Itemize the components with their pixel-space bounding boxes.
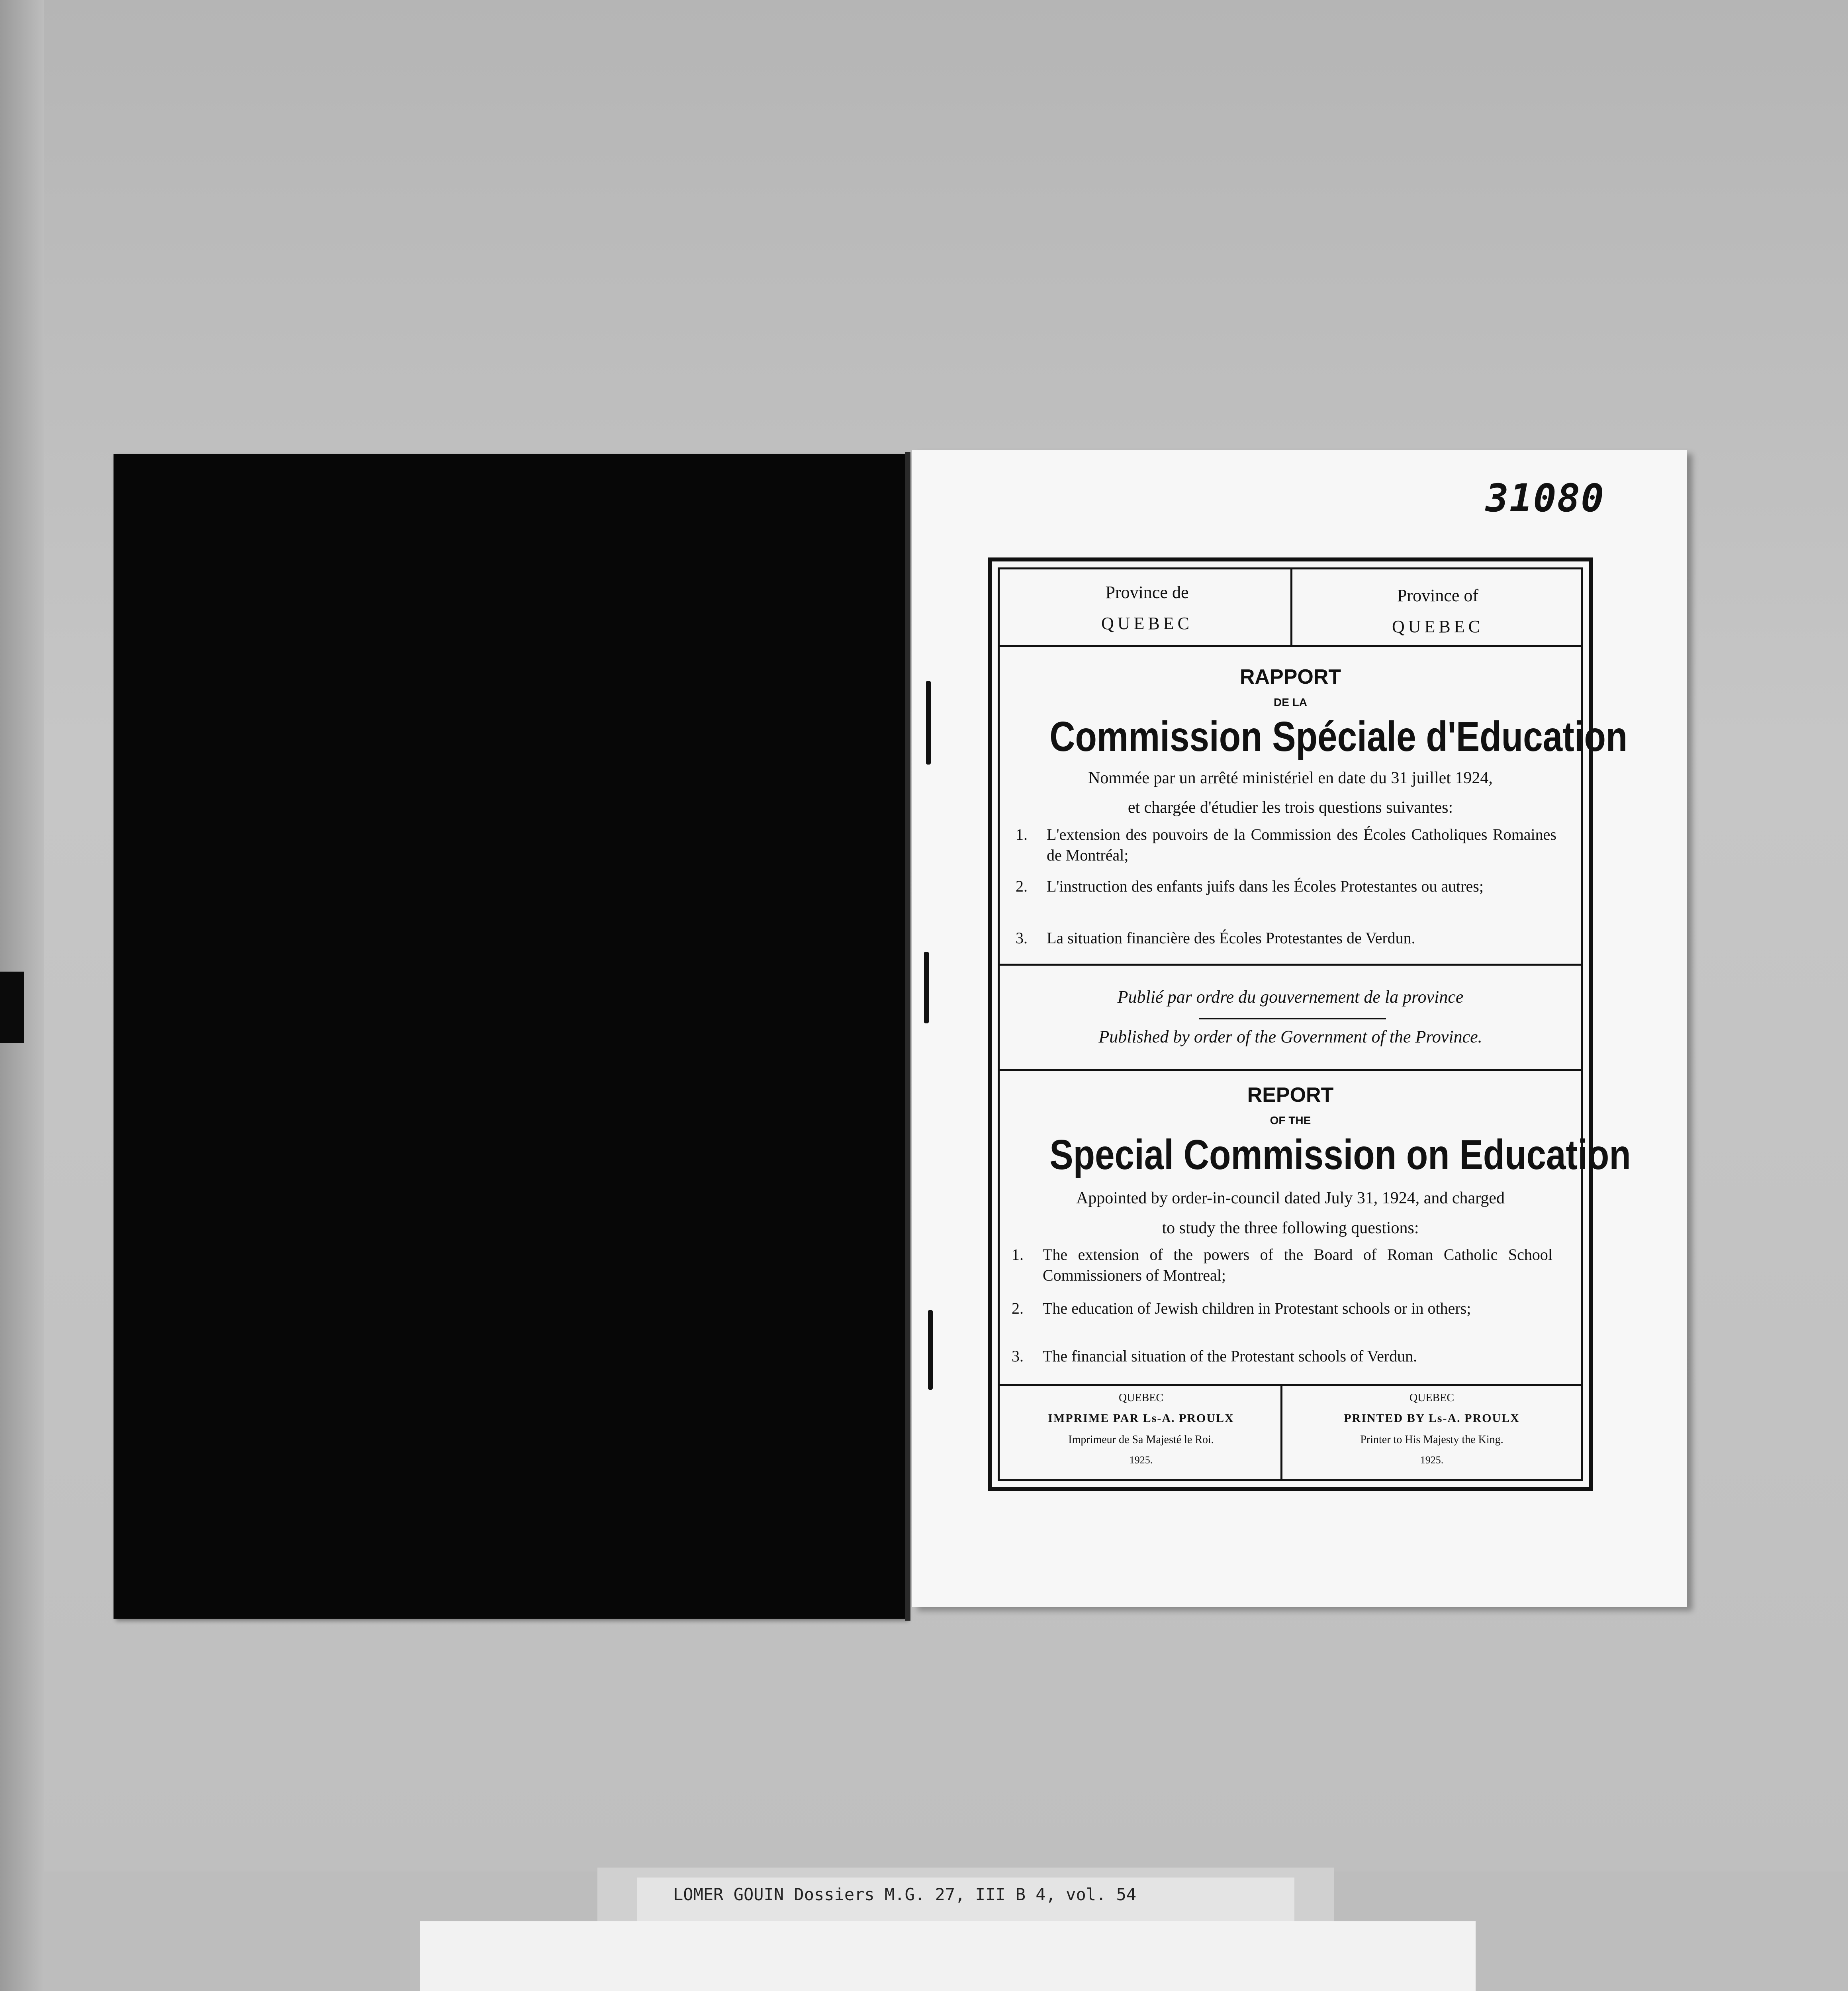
item-number: 2. (1016, 877, 1028, 895)
divider (1290, 567, 1292, 646)
printer-en-name: PRINTED BY Ls-A. PROULX (1344, 1412, 1520, 1425)
rapport-heading: RAPPORT (1239, 665, 1341, 688)
printer-fr-name: IMPRIME PAR Ls-A. PROULX (1048, 1412, 1234, 1425)
english-question-1 (1012, 1244, 1569, 1288)
french-question-3 (1016, 928, 1573, 952)
divider (1199, 1018, 1386, 1019)
book-spine (905, 452, 910, 1621)
english-question-2 (1012, 1298, 1569, 1342)
printer-en-title: Printer to His Majesty the King. (1360, 1434, 1503, 1446)
report-heading: REPORT (1247, 1084, 1334, 1107)
item-number: 3. (1012, 1347, 1024, 1365)
printer-en-year: 1925. (1420, 1454, 1444, 1466)
province-fr-label: Province de (1105, 583, 1189, 602)
printer-fr-year: 1925. (1129, 1454, 1153, 1466)
staple-bottom (928, 1310, 933, 1390)
item-text: The extension of the powers of the Board of Roman Catholic School Commissioners of Montreal; (1043, 1246, 1552, 1284)
printer-fr-title: Imprimeur de Sa Majesté le Roi. (1068, 1434, 1214, 1446)
item-number: 1. (1012, 1246, 1024, 1263)
french-title: Commission Spéciale d'Education (1049, 713, 1628, 760)
published-french: Publié par ordre du gouvernement de la province (1117, 987, 1464, 1007)
french-question-2 (1016, 876, 1573, 920)
item-text: La situation financière des Écoles Protestantes de Verdun. (1047, 929, 1415, 947)
item-number: 3. (1016, 929, 1028, 947)
divider (998, 1384, 1583, 1386)
province-en-name: QUEBEC (1392, 617, 1484, 636)
published-english: Published by order of the Government of the Province. (1098, 1027, 1482, 1046)
divider (1280, 1385, 1282, 1481)
page-number: 31080 (1486, 476, 1605, 520)
de-la-label: DE LA (1274, 696, 1307, 708)
staple-top (926, 681, 931, 765)
french-question-1 (1016, 824, 1573, 868)
french-intro-line1: Nommée par un arrêté ministériel en date du 31 juillet 1924, (1088, 769, 1493, 787)
divider (998, 964, 1583, 966)
item-text: L'instruction des enfants juifs dans les Écoles Protestantes ou autres; (1047, 877, 1484, 895)
item-number: 2. (1012, 1299, 1024, 1317)
item-number: 1. (1016, 825, 1028, 843)
english-intro-line1: Appointed by order-in-council dated July 31, 1924, and charged (1076, 1189, 1505, 1207)
printer-en-city: QUEBEC (1409, 1392, 1454, 1404)
film-tab (0, 972, 24, 1043)
province-en-label: Province of (1397, 586, 1479, 605)
english-question-3 (1012, 1346, 1569, 1370)
english-intro-line2: to study the three following questions: (1162, 1219, 1419, 1237)
item-text: The financial situation of the Protestant schools of Verdun. (1043, 1347, 1417, 1365)
back-cover (114, 454, 906, 1619)
archive-label (420, 1921, 1476, 1991)
item-text: The education of Jewish children in Protestant schools or in others; (1043, 1299, 1471, 1317)
printer-fr-city: QUEBEC (1119, 1392, 1163, 1404)
french-intro-line2: et chargée d'étudier les trois questions suivantes: (1128, 798, 1453, 817)
item-text: L'extension des pouvoirs de la Commission des Écoles Catholiques Romaines de Montréal; (1047, 825, 1556, 864)
province-fr-name: QUEBEC (1101, 614, 1193, 633)
divider (998, 1069, 1583, 1071)
english-title: Special Commission on Education (1049, 1131, 1631, 1178)
staple-middle (924, 952, 929, 1023)
archive-reference: LOMER GOUIN Dossiers M.G. 27, III B 4, vol. 54 (673, 1885, 1137, 1904)
of-the-label: OF THE (1270, 1114, 1311, 1127)
